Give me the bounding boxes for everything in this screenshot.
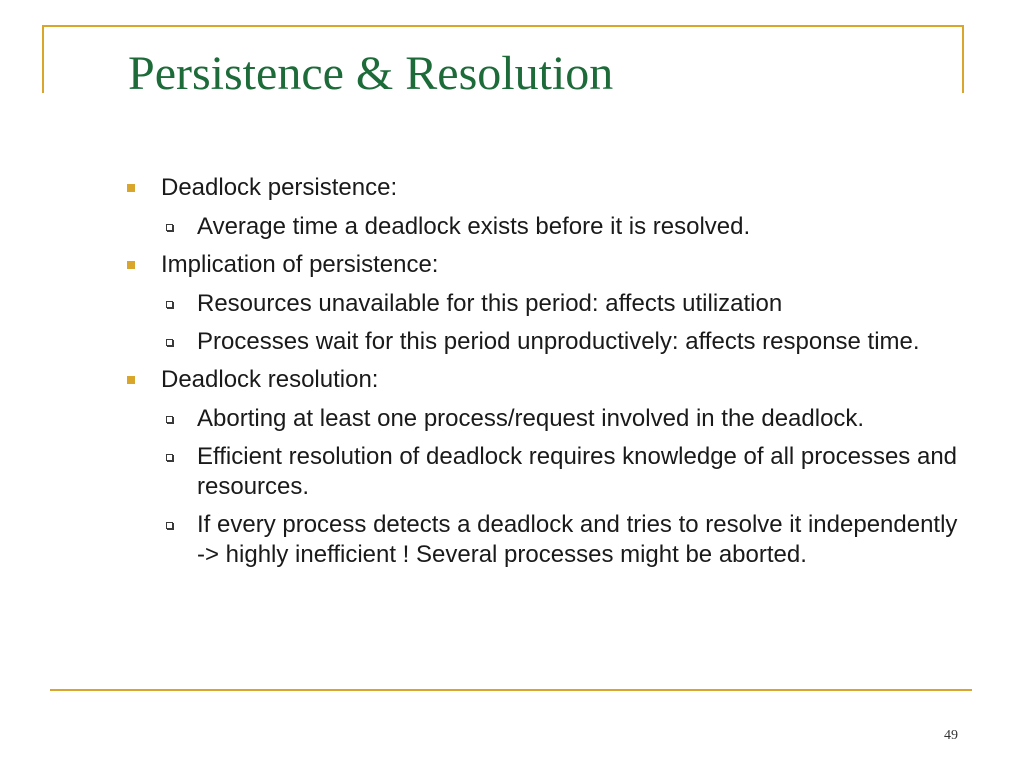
sub-bullet-text: If every process detects a deadlock and tries to resolve it independently -> highly inefficient ! Several processes might be aborted. bbox=[197, 511, 958, 568]
bullet-implication-of-persistence bbox=[125, 250, 970, 280]
hollow-square-bullet-icon bbox=[166, 339, 173, 346]
top-frame-line bbox=[42, 25, 964, 27]
sub-bullet-average-time bbox=[125, 212, 970, 242]
bullet-deadlock-persistence bbox=[125, 173, 970, 203]
square-bullet-icon bbox=[127, 376, 135, 384]
sub-bullet-text: Efficient resolution of deadlock requires knowledge of all processes and resources. bbox=[197, 443, 958, 500]
bullet-text: Deadlock persistence: bbox=[161, 174, 398, 201]
hollow-square-bullet-icon bbox=[166, 522, 173, 529]
square-bullet-icon bbox=[127, 184, 135, 192]
bullet-text: Implication of persistence: bbox=[161, 251, 439, 278]
sub-bullet-text: Aborting at least one process/request involved in the deadlock. bbox=[197, 405, 865, 432]
sub-bullet-every-process-detects bbox=[125, 510, 970, 570]
sub-bullet-text: Average time a deadlock exists before it is resolved. bbox=[197, 213, 751, 240]
sub-bullet-efficient-resolution bbox=[125, 442, 970, 502]
sub-list-implication bbox=[125, 289, 970, 357]
slide-content bbox=[125, 173, 970, 578]
page-number: 49 bbox=[944, 728, 958, 743]
sub-bullet-resources-unavailable bbox=[125, 289, 970, 319]
hollow-square-bullet-icon bbox=[166, 416, 173, 423]
left-frame-line bbox=[42, 25, 44, 93]
slide-title: Persistence & Resolution bbox=[128, 47, 614, 100]
bullet-deadlock-resolution bbox=[125, 365, 970, 395]
sub-bullet-text: Processes wait for this period unproductively: affects response time. bbox=[197, 328, 920, 355]
right-frame-line bbox=[962, 25, 964, 93]
hollow-square-bullet-icon bbox=[166, 301, 173, 308]
sub-bullet-text: Resources unavailable for this period: affects utilization bbox=[197, 290, 783, 317]
square-bullet-icon bbox=[127, 261, 135, 269]
bullet-text: Deadlock resolution: bbox=[161, 366, 379, 393]
sub-list-persistence bbox=[125, 212, 970, 242]
hollow-square-bullet-icon bbox=[166, 454, 173, 461]
hollow-square-bullet-icon bbox=[166, 224, 173, 231]
sub-list-resolution bbox=[125, 404, 970, 570]
bottom-rule-line bbox=[50, 689, 972, 691]
sub-bullet-aborting bbox=[125, 404, 970, 434]
sub-bullet-processes-wait bbox=[125, 327, 970, 357]
